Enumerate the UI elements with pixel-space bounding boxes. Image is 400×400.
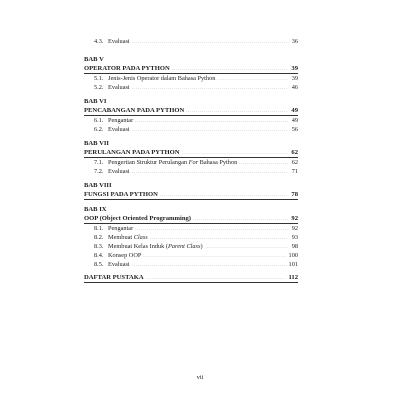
chapter-label: BAB IX	[84, 206, 107, 213]
toc-entry-label: Membuat Kelas Induk (Parent Class)	[108, 243, 203, 250]
chapter-label: BAB V	[84, 56, 104, 63]
chapter-title-row	[84, 106, 298, 116]
toc-entry-page: 56	[291, 126, 298, 133]
toc-entry-4-3	[84, 37, 298, 46]
toc-entry	[84, 242, 298, 251]
dot-leader	[135, 224, 288, 233]
chapter-label: BAB VIII	[84, 182, 112, 189]
chapter-page: 92	[291, 215, 298, 222]
toc-entry	[84, 83, 298, 92]
toc-entry-page: 93	[291, 234, 298, 241]
toc-entry-number: 8.3.	[94, 243, 104, 250]
chapter-title: FUNGSI PADA PYTHON	[84, 191, 158, 198]
toc-entry-number: 8.2.	[94, 234, 104, 241]
toc-entry-label: Pengantar	[108, 117, 134, 124]
toc-entry-page: 92	[291, 225, 298, 232]
toc-entry	[84, 224, 298, 233]
dot-leader	[135, 116, 288, 125]
chapter-label: BAB VII	[84, 140, 109, 147]
dot-leader	[132, 83, 288, 92]
toc-entry-number: 8.5.	[94, 261, 104, 268]
chapter-title-row	[84, 148, 298, 158]
bibliography-page: 112	[288, 274, 298, 281]
toc-entry	[84, 233, 298, 242]
toc-entry-page: 39	[291, 75, 298, 82]
toc-entry-page: 98	[291, 243, 298, 250]
dot-leader	[217, 74, 288, 83]
chapter-title: PENCABANGAN PADA PYTHON	[84, 107, 185, 114]
table-of-contents	[84, 37, 298, 283]
toc-entry-page: 62	[291, 159, 298, 166]
chapter-title: OPERATOR PADA PYTHON	[84, 65, 170, 72]
toc-entry-number: 5.2.	[94, 84, 104, 91]
toc-entry-label: Evaluasi	[108, 38, 130, 45]
dot-leader	[132, 167, 288, 176]
toc-entry-number: 6.1.	[94, 117, 104, 124]
toc-entry-page: 100	[288, 252, 298, 259]
dot-leader	[239, 158, 288, 167]
dot-leader	[132, 125, 288, 134]
toc-entry-number: 7.1.	[94, 159, 104, 166]
toc-entry-page: 49	[291, 117, 298, 124]
toc-entry-label: Konsep OOP	[108, 252, 142, 259]
toc-entry-page: 36	[291, 38, 298, 45]
toc-entry-number: 7.2.	[94, 168, 104, 175]
toc-entry-page: 71	[291, 168, 298, 175]
dot-leader	[143, 251, 286, 260]
toc-entry-page: 101	[288, 261, 298, 268]
toc-entry-number: 4.3.	[94, 38, 104, 45]
toc-entry-number: 8.1.	[94, 225, 104, 232]
toc-entry-label: Pengantar	[108, 225, 134, 232]
toc-entry-label: Jenis-Jenis Operator dalam Bahasa Python	[108, 75, 216, 82]
dot-leader	[132, 37, 288, 46]
toc-entry-number: 6.2.	[94, 126, 104, 133]
toc-entry	[84, 74, 298, 83]
chapter-title: OOP (Object Oriented Programming)	[84, 215, 192, 222]
toc-entry	[84, 251, 298, 260]
chapter-title-row	[84, 214, 298, 224]
page-number: vii	[196, 374, 204, 381]
toc-entry-number: 8.4.	[94, 252, 104, 259]
chapter-title-row	[84, 64, 298, 74]
dot-leader	[193, 214, 288, 223]
toc-entry-page: 46	[291, 84, 298, 91]
chapter-title-row	[84, 190, 298, 200]
toc-entry-label: Membuat Class	[108, 234, 148, 241]
toc-entry	[84, 260, 298, 269]
dot-leader	[146, 273, 287, 282]
toc-entry-number: 5.1.	[94, 75, 104, 82]
toc-entry	[84, 125, 298, 134]
dot-leader	[132, 260, 287, 269]
dot-leader	[205, 242, 288, 251]
bibliography-title: DAFTAR PUSTAKA	[84, 274, 144, 281]
toc-entry-label: Pengertian Struktur Perulangan For Bahasa Python	[108, 159, 238, 166]
dot-leader	[160, 190, 288, 199]
chapter-page: 62	[291, 149, 298, 156]
dot-leader	[172, 64, 288, 73]
bibliography-row	[84, 273, 298, 283]
toc-entry-label: Evaluasi	[108, 168, 130, 175]
dot-leader	[186, 106, 288, 115]
toc-entry-label: Evaluasi	[108, 261, 130, 268]
chapter-label: BAB VI	[84, 98, 107, 105]
dot-leader	[150, 233, 288, 242]
toc-entry	[84, 116, 298, 125]
chapter-page: 78	[291, 191, 298, 198]
chapter-title: PERULANGAN PADA PYTHON	[84, 149, 180, 156]
dot-leader	[182, 148, 289, 157]
toc-entry	[84, 167, 298, 176]
toc-entry-label: Evaluasi	[108, 126, 130, 133]
chapter-page: 39	[291, 65, 298, 72]
toc-entry	[84, 158, 298, 167]
chapter-page: 49	[291, 107, 298, 114]
toc-entry-label: Evaluasi	[108, 84, 130, 91]
